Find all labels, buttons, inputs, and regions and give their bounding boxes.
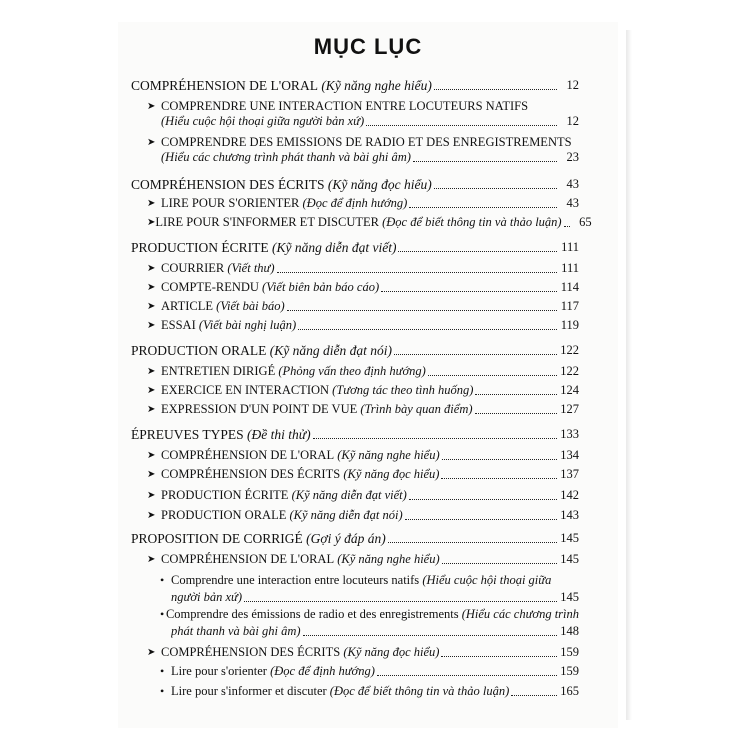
toc-subitem[interactable]	[160, 573, 579, 588]
toc-item[interactable]	[147, 261, 579, 276]
toc-page-number: 143	[560, 508, 579, 522]
toc-item[interactable]	[147, 645, 579, 660]
toc-page-number: 133	[560, 427, 579, 441]
toc-page-number: 145	[560, 531, 579, 545]
dot-leader	[409, 207, 557, 208]
toc-label: COMPRÉHENSION DE L'ORAL	[161, 448, 335, 462]
toc-label-vi: (Gợi ý đáp án)	[306, 531, 386, 546]
dot-leader	[475, 394, 557, 395]
toc-label: LIRE POUR S'INFORMER ET DISCUTER	[155, 215, 379, 229]
toc-page-number: 124	[560, 383, 579, 397]
toc-label-vi: (Đọc để định hướng)	[270, 664, 375, 678]
toc-label-vi: (Đọc để định hướng)	[302, 196, 408, 210]
toc-page-number: 165	[560, 684, 579, 698]
toc-label-vi: (Viết biên bản báo cáo)	[262, 280, 380, 294]
toc-label-vi: phát thanh và bài ghi âm)	[171, 624, 301, 638]
toc-label-vi: (Kỹ năng diễn đạt viết)	[272, 240, 397, 255]
toc-label-vi: (Hiểu cuộc hội thoại giữa người bản xứ)	[161, 114, 365, 128]
toc-item[interactable]	[147, 196, 579, 211]
toc-label: ESSAI	[161, 318, 196, 332]
arrow-bullet-icon: ➤	[147, 263, 156, 274]
dot-leader	[313, 438, 557, 439]
arrow-bullet-icon: ➤	[147, 404, 156, 415]
toc-label: COMPRENDRE DES EMISSIONS DE RADIO ET DES ENREGISTREMENTS	[161, 135, 572, 149]
toc-item-cont	[147, 150, 579, 165]
toc-label: Comprendre des émissions de radio et des enregistrements	[165, 607, 459, 621]
toc-label-vi: (Viết bài nghị luận)	[198, 318, 297, 332]
toc-item[interactable]	[147, 402, 579, 417]
toc-subitem[interactable]	[160, 664, 579, 679]
toc-label-vi: (Đọc để biết thông tin và thảo luận)	[329, 684, 510, 698]
toc-page-number: 145	[560, 590, 579, 604]
dot-leader	[564, 226, 570, 227]
toc-label-vi: (Kỹ năng diễn đạt nói)	[269, 343, 392, 358]
dot-leader	[475, 413, 557, 414]
arrow-bullet-icon: ➤	[147, 198, 156, 209]
toc-page-number: 117	[560, 299, 579, 313]
arrow-bullet-icon: ➤	[147, 450, 156, 461]
toc-label: ÉPREUVES TYPES	[131, 427, 244, 442]
toc-section-oral[interactable]	[131, 78, 579, 93]
dot-leader	[398, 251, 557, 252]
toc-item[interactable]	[147, 364, 579, 379]
toc-page-number: 122	[560, 364, 579, 378]
arrow-bullet-icon: ➤	[147, 101, 156, 112]
toc-page-number: 142	[560, 488, 579, 502]
toc-label: EXPRESSION D'UN POINT DE VUE	[161, 402, 358, 416]
toc-label-vi: (Đọc để biết thông tin và thảo luận)	[382, 215, 562, 229]
toc-page-number: 159	[560, 664, 579, 678]
toc-item[interactable]	[147, 448, 579, 463]
toc-label-vi: (Kỹ năng diễn đạt viết)	[291, 488, 407, 502]
toc-item[interactable]	[147, 488, 579, 503]
toc-section-production-orale[interactable]	[131, 343, 579, 358]
toc-subitem-cont	[160, 624, 579, 639]
toc-label-vi: (Kỹ năng nghe hiểu)	[321, 78, 432, 93]
dot-leader	[244, 601, 557, 602]
toc-subitem-cont	[160, 590, 579, 605]
toc-item[interactable]	[147, 280, 579, 295]
toc-label-vi: (Trình bày quan điểm)	[360, 402, 473, 416]
toc-label: Comprendre une interaction entre locuteurs natifs	[171, 573, 420, 587]
toc-label: COMPRÉHENSION DES ÉCRITS	[161, 645, 341, 659]
arrow-bullet-icon: ➤	[147, 469, 156, 480]
toc-section-ecrits[interactable]	[131, 177, 579, 192]
toc-item[interactable]	[147, 318, 579, 333]
toc-page-number: 111	[561, 240, 579, 254]
toc-page-number: 137	[560, 467, 579, 481]
toc-page-number: 119	[560, 318, 579, 332]
toc-label-vi: (Phỏng vấn theo định hướng)	[278, 364, 426, 378]
toc-label: Lire pour s'informer et discuter	[171, 684, 327, 698]
toc-section-epreuves-types[interactable]	[131, 427, 579, 442]
arrow-bullet-icon: ➤	[147, 301, 156, 312]
dot-leader	[434, 89, 557, 90]
toc-label: COURRIER	[161, 261, 225, 275]
toc-label: COMPTE-RENDU	[161, 280, 259, 294]
toc-subitem[interactable]	[160, 607, 579, 622]
dot-bullet-icon: •	[160, 664, 165, 678]
toc-item[interactable]	[147, 99, 579, 114]
toc-page-number: 43	[566, 196, 579, 210]
dot-leader	[388, 542, 557, 543]
dot-leader	[381, 291, 557, 292]
dot-leader	[442, 563, 557, 564]
toc-label: ARTICLE	[161, 299, 214, 313]
arrow-bullet-icon: ➤	[147, 510, 156, 521]
dot-leader	[434, 188, 557, 189]
dot-leader	[303, 635, 557, 636]
toc-label-vi: (Kỹ năng diễn đạt nói)	[289, 508, 403, 522]
toc-label: PRODUCTION ÉCRITE	[131, 240, 269, 255]
toc-label-vi: (Kỹ năng nghe hiểu)	[337, 448, 440, 462]
toc-label-vi: (Hiểu các chương trình	[461, 607, 579, 621]
dot-leader	[441, 656, 557, 657]
toc-label-vi: (Viết thư)	[227, 261, 275, 275]
page-title: MỤC LỤC	[313, 34, 423, 59]
toc-page-number: 122	[560, 343, 579, 357]
toc-page-number: 43	[566, 177, 579, 191]
arrow-bullet-icon: ➤	[147, 137, 156, 148]
toc-page-number: 127	[560, 402, 579, 416]
dot-leader	[287, 310, 557, 311]
toc-label: LIRE POUR S'ORIENTER	[161, 196, 300, 210]
dot-leader	[366, 125, 557, 126]
toc-page-number: 114	[560, 280, 579, 294]
toc-label-vi: người bản xứ)	[171, 590, 242, 604]
toc-label-vi: (Hiểu cuộc hội thoại giữa	[422, 573, 552, 587]
arrow-bullet-icon: ➤	[147, 554, 156, 565]
dot-leader	[442, 459, 557, 460]
toc-item[interactable]	[147, 215, 592, 230]
toc-item[interactable]	[147, 467, 579, 482]
arrow-bullet-icon: ➤	[147, 385, 156, 396]
dot-leader	[298, 329, 557, 330]
toc-page-number: 145	[560, 552, 579, 566]
dot-leader	[511, 695, 557, 696]
dot-leader	[441, 478, 557, 479]
toc-label: COMPRÉHENSION DES ÉCRITS	[161, 467, 341, 481]
toc-label: PRODUCTION ORALE	[131, 343, 267, 358]
toc-page-number: 134	[560, 448, 579, 462]
dot-leader	[413, 161, 557, 162]
dot-leader	[277, 272, 557, 273]
toc-item[interactable]	[147, 552, 579, 567]
toc-label: ENTRETIEN DIRIGÉ	[161, 364, 276, 378]
dot-bullet-icon: •	[160, 573, 165, 587]
toc-section-production-ecrite[interactable]	[131, 240, 579, 255]
dot-leader	[409, 499, 557, 500]
dot-leader	[377, 675, 557, 676]
toc-label-vi: (Kỹ năng đọc hiểu)	[343, 467, 440, 481]
toc-section-proposition-corrige[interactable]	[131, 531, 579, 546]
dot-leader	[405, 519, 557, 520]
toc-page-number: 159	[560, 645, 579, 659]
toc-label: PROPOSITION DE CORRIGÉ	[131, 531, 303, 546]
toc-item-cont	[147, 114, 579, 129]
dot-bullet-icon: •	[160, 607, 165, 621]
arrow-bullet-icon: ➤	[147, 366, 156, 377]
toc-page-number: 65	[579, 215, 592, 229]
toc-label: COMPRENDRE UNE INTERACTION ENTRE LOCUTEURS NATIFS	[161, 99, 529, 113]
toc-page-number: 12	[566, 114, 579, 128]
toc-label: PRODUCTION ORALE	[161, 508, 287, 522]
arrow-bullet-icon: ➤	[147, 217, 156, 228]
toc-page-number: 111	[561, 261, 579, 275]
arrow-bullet-icon: ➤	[147, 282, 156, 293]
toc-label: COMPRÉHENSION DE L'ORAL	[131, 78, 318, 93]
toc-label: COMPRÉHENSION DES ÉCRITS	[131, 177, 325, 192]
toc-item[interactable]	[147, 383, 579, 398]
toc-item[interactable]	[147, 508, 579, 523]
dot-bullet-icon: •	[160, 684, 165, 698]
toc-label-vi: (Đề thi thử)	[247, 427, 311, 442]
toc-label: EXERCICE EN INTERACTION	[161, 383, 330, 397]
arrow-bullet-icon: ➤	[147, 647, 156, 658]
dot-leader	[394, 354, 557, 355]
dot-leader	[428, 375, 557, 376]
toc-label-vi: (Hiểu các chương trình phát thanh và bài ghi âm)	[161, 150, 411, 164]
toc-label: COMPRÉHENSION DE L'ORAL	[161, 552, 335, 566]
arrow-bullet-icon: ➤	[147, 490, 156, 501]
toc-label-vi: (Tương tác theo tình huống)	[332, 383, 474, 397]
toc-page-number: 23	[566, 150, 579, 164]
toc-label-vi: (Viết bài báo)	[216, 299, 285, 313]
toc-subitem[interactable]	[160, 684, 579, 699]
arrow-bullet-icon: ➤	[147, 320, 156, 331]
toc-label: PRODUCTION ÉCRITE	[161, 488, 289, 502]
toc-item[interactable]	[147, 135, 579, 150]
toc-label-vi: (Kỹ năng đọc hiểu)	[327, 177, 432, 192]
toc-label: Lire pour s'orienter	[171, 664, 267, 678]
toc-page-number: 148	[560, 624, 579, 638]
toc-item[interactable]	[147, 299, 579, 314]
toc-page-number: 12	[566, 78, 579, 92]
toc-label-vi: (Kỹ năng đọc hiểu)	[343, 645, 440, 659]
toc-label-vi: (Kỹ năng nghe hiểu)	[337, 552, 440, 566]
